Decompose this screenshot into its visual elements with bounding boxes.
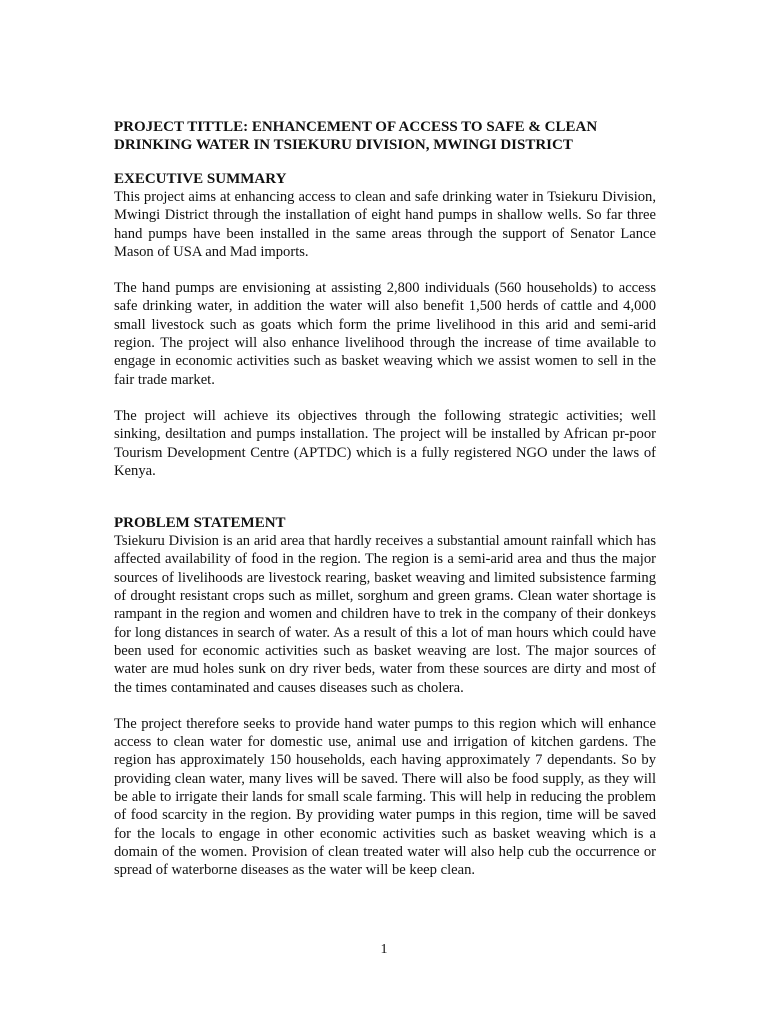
page-number: 1: [380, 942, 388, 957]
problem-statement-heading: PROBLEM STATEMENT: [114, 515, 286, 532]
section-spacer: [114, 498, 656, 514]
document-page: [114, 118, 656, 898]
section-executive-summary: [114, 170, 656, 480]
executive-summary-heading: EXECUTIVE SUMMARY: [114, 171, 287, 187]
executive-summary-paragraph-2: The hand pumps are envisioning at assisting 2,800 individuals (560 households) to access safe drinking water, in addition the water will also benefit 1,500 herds of cattle and 4,000 small livestock such as goats which form the prime livelihood in this arid and semi-arid region. The project will also enhance livelihood through the increase of time available to engage in economic activities such as basket weaving which we assist women to sell in the fair trade market.: [114, 280, 656, 388]
project-title: PROJECT TITTLE: ENHANCEMENT OF ACCESS TO SAFE & CLEAN DRINKING WATER IN TSIEKURU DIVISION, MWINGI DISTRICT: [114, 119, 598, 153]
executive-summary-paragraph-1: This project aims at enhancing access to clean and safe drinking water in Tsiekuru Division, Mwingi District through the installation of eight hand pumps in shallow wells. So far three hand pumps have been installed in the same areas through the support of Senator Lance Mason of USA and Mad imports.: [114, 189, 656, 260]
section-problem-statement: [114, 514, 656, 879]
executive-summary-paragraph-3: The project will achieve its objectives through the following strategic activities; well sinking, desiltation and pumps installation. The project will be installed by African pr-poor Tourism Development Centre (APTDC) which is a fully registered NGO under the laws of Kenya.: [114, 407, 656, 479]
problem-statement-paragraph-2: The project therefore seeks to provide hand water pumps to this region which will enhance access to clean water for domestic use, animal use and irrigation of kitchen gardens. The region has approximately 150 households, each having approximately 7 dependants. So by providing clean water, many lives will be saved. There will also be food supply, as they will be able to irrigate their lands for small scale farming. This will help in reducing the problem of food scarcity in the region. By providing water pumps in this region, time will be saved for the locals to engage in other economic activities such as basket weaving which is a domain of the women. Provision of clean treated water will also help cub the occurrence or spread of waterborne diseases as the water will be keep clean.: [114, 715, 656, 879]
problem-statement-paragraph-1: Tsiekuru Division is an arid area that hardly receives a substantial amount rainfall which has affected availability of food in the region. The region is a semi-arid area and thus the major sources of livelihoods are livestock rearing, basket weaving and limited subsistence farming of drought resistant crops such as millet, sorghum and green grams. Clean water shortage is rampant in the region and women and children have to trek in the company of their donkeys for long distances in search of water. As a result of this a lot of man hours which could have been used for economic activities such as basket weaving are lost. The major sources of water are mud holes sunk on dry river beds, water from these sources are dirty and most of the times contaminated and causes diseases such as cholera.: [114, 533, 656, 696]
